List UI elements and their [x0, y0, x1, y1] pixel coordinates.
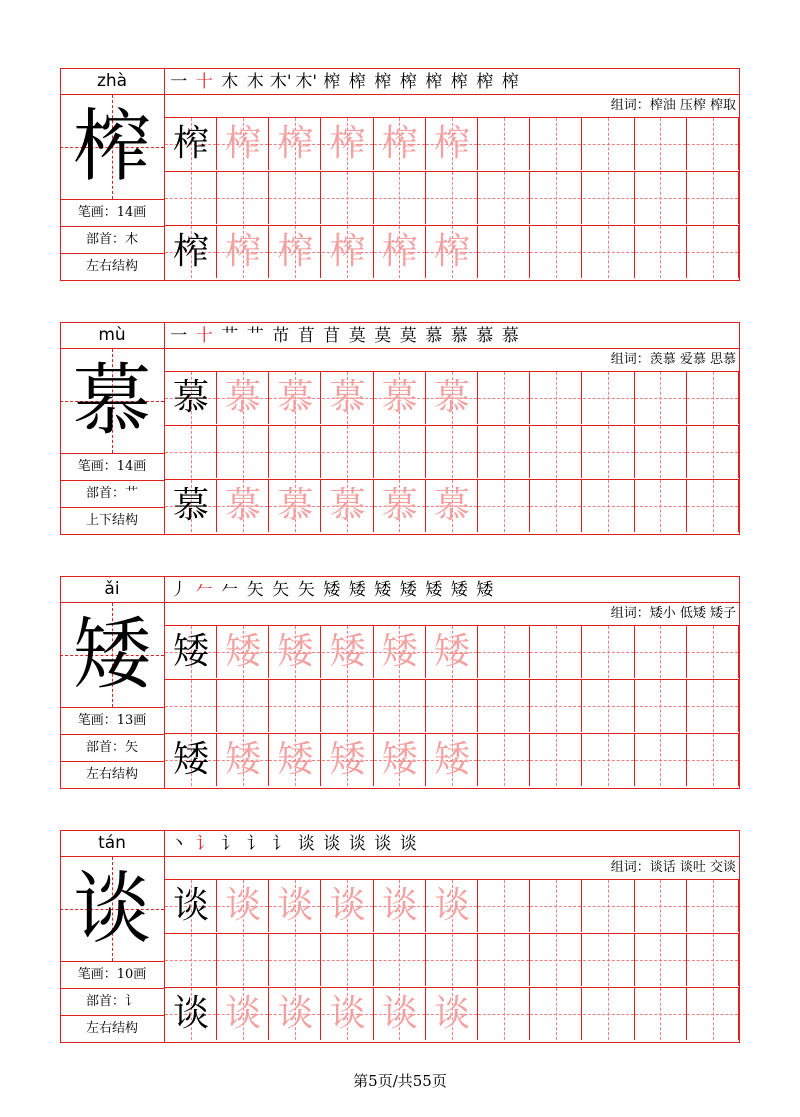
grid-cell [269, 226, 321, 278]
stroke-step: 榨 [374, 72, 392, 92]
radical [60, 988, 165, 1015]
grid-cell [165, 480, 217, 532]
practice-char: 谈 [172, 885, 209, 926]
trace-char: 矮 [433, 631, 470, 672]
stroke-count [60, 707, 165, 734]
grid-cell [635, 372, 687, 424]
words-value: 矮小 低矮 矮子 [649, 606, 736, 621]
model-character-glyph: 谈 [72, 864, 151, 954]
stroke-count-label: 笔画： [77, 967, 117, 982]
grid-cell [530, 118, 582, 170]
stroke-step: 谈 [297, 834, 315, 854]
grid-cell [478, 880, 530, 932]
grid-cell [165, 988, 217, 1040]
grid-cell [478, 626, 530, 678]
grid-cell [478, 988, 530, 1040]
grid-cell [165, 226, 217, 278]
words-label: 组词： [610, 98, 650, 113]
grid-cell [687, 172, 739, 224]
radical-value: 矢 [125, 740, 139, 755]
trace-char: 谈 [381, 885, 418, 926]
stroke-step: 矮 [348, 580, 366, 600]
practice-grid [165, 880, 739, 1042]
model-character-glyph: 榨 [72, 102, 151, 192]
trace-char: 谈 [277, 993, 314, 1034]
trace-char: 慕 [277, 377, 314, 418]
stroke-step: 艹 [246, 326, 264, 346]
grid-cell [478, 426, 530, 478]
grid-cell [217, 118, 269, 170]
grid-cell [478, 680, 530, 732]
trace-char: 榨 [329, 123, 366, 164]
grid-cell [687, 226, 739, 278]
grid-cell [478, 372, 530, 424]
stroke-step: 榨 [399, 72, 417, 92]
stroke-count-value: 10画 [116, 967, 147, 982]
stroke-step: 矢 [297, 580, 315, 600]
stroke-step: 谈 [323, 834, 341, 854]
grid-cell [322, 118, 374, 170]
grid-cell [426, 934, 478, 986]
grid-cell [269, 680, 321, 732]
stroke-step: 𠂉 [221, 580, 239, 600]
words-value: 谈话 谈吐 交谈 [649, 860, 736, 875]
stroke-step: 丶 [170, 834, 188, 854]
grid-cell [530, 480, 582, 532]
practice-char: 榨 [172, 123, 209, 164]
practice-char: 慕 [172, 377, 209, 418]
stroke-step: 榨 [323, 72, 341, 92]
words-label: 组词： [610, 860, 650, 875]
trace-char: 榨 [277, 231, 314, 272]
trace-char: 矮 [381, 739, 418, 780]
grid-cell [217, 880, 269, 932]
trace-char: 谈 [225, 993, 262, 1034]
grid-cell [583, 680, 635, 732]
grid-cell [426, 734, 478, 786]
practice-char: 榨 [172, 231, 209, 272]
stroke-step: 莫 [348, 326, 366, 346]
stroke-step: 榨 [476, 72, 494, 92]
grid-cell [687, 734, 739, 786]
stroke-step: 艹 [221, 326, 239, 346]
grid-cell [322, 680, 374, 732]
stroke-count-label: 笔画： [77, 459, 117, 474]
character-card [60, 68, 740, 281]
pinyin: zhà [60, 68, 165, 95]
radical-value: 艹 [125, 486, 139, 501]
grid-cell [635, 426, 687, 478]
grid-cell [165, 626, 217, 678]
trace-char: 谈 [277, 885, 314, 926]
grid-cell [374, 934, 426, 986]
stroke-step: 木 [246, 72, 264, 92]
grid-cell [374, 880, 426, 932]
grid-cell [322, 172, 374, 224]
grid-cell [322, 988, 374, 1040]
trace-char: 榨 [381, 123, 418, 164]
grid-cell [269, 626, 321, 678]
trace-char: 慕 [277, 485, 314, 526]
grid-cell [217, 226, 269, 278]
model-character [60, 857, 165, 961]
structure: 左右结构 [60, 253, 165, 280]
trace-char: 慕 [433, 485, 470, 526]
grid-cell [374, 626, 426, 678]
words-value: 羡慕 爱慕 思慕 [649, 352, 736, 367]
trace-char: 榨 [277, 123, 314, 164]
grid-cell [426, 426, 478, 478]
stroke-step: 讠 [221, 834, 239, 854]
stroke-order [166, 68, 523, 94]
grid-cell [635, 480, 687, 532]
trace-char: 矮 [225, 631, 262, 672]
grid-cell [635, 226, 687, 278]
grid-cell [583, 988, 635, 1040]
grid-cell [635, 734, 687, 786]
stroke-step: 榨 [450, 72, 468, 92]
trace-char: 谈 [381, 993, 418, 1034]
radical [60, 734, 165, 761]
stroke-step: 木' [295, 72, 318, 92]
stroke-step: 十 [195, 72, 213, 92]
trace-char: 慕 [329, 377, 366, 418]
structure: 上下结构 [60, 507, 165, 534]
structure: 左右结构 [60, 761, 165, 788]
word-examples [611, 857, 736, 879]
grid-cell [530, 680, 582, 732]
trace-char: 榨 [433, 231, 470, 272]
trace-char: 谈 [225, 885, 262, 926]
model-character-glyph: 矮 [72, 610, 151, 700]
grid-cell [374, 480, 426, 532]
word-examples [611, 349, 736, 371]
stroke-step: 木 [221, 72, 239, 92]
words-value: 榨油 压榨 榨取 [649, 98, 736, 113]
grid-cell [217, 426, 269, 478]
character-card [60, 322, 740, 535]
radical-label: 部首： [85, 232, 125, 247]
character-card [60, 830, 740, 1043]
trace-char: 慕 [433, 377, 470, 418]
trace-char: 矮 [225, 739, 262, 780]
stroke-step: 一 [170, 72, 188, 92]
grid-cell [478, 172, 530, 224]
grid-cell [478, 226, 530, 278]
grid-cell [217, 934, 269, 986]
stroke-step: 莫 [399, 326, 417, 346]
grid-cell [322, 480, 374, 532]
grid-cell [322, 626, 374, 678]
stroke-step: 谈 [374, 834, 392, 854]
grid-cell [269, 480, 321, 532]
stroke-step: 榨 [501, 72, 519, 92]
trace-char: 榨 [225, 231, 262, 272]
pinyin: tán [60, 830, 165, 857]
grid-cell [530, 934, 582, 986]
practice-grid [165, 118, 739, 280]
grid-cell [426, 372, 478, 424]
stroke-step: 谈 [348, 834, 366, 854]
grid-cell [426, 226, 478, 278]
grid-cell [165, 934, 217, 986]
radical [60, 480, 165, 507]
grid-cell [530, 426, 582, 478]
grid-cell [426, 172, 478, 224]
grid-cell [530, 734, 582, 786]
stroke-order [166, 576, 498, 602]
grid-cell [269, 172, 321, 224]
structure: 左右结构 [60, 1015, 165, 1042]
stroke-count-value: 14画 [116, 459, 147, 474]
grid-cell [687, 426, 739, 478]
stroke-step: 苜 [297, 326, 315, 346]
stroke-count-label: 笔画： [77, 205, 117, 220]
grid-cell [478, 734, 530, 786]
grid-cell [374, 734, 426, 786]
stroke-step: 苜 [323, 326, 341, 346]
model-character-glyph: 慕 [72, 356, 151, 446]
grid-cell [583, 880, 635, 932]
grid-cell [635, 118, 687, 170]
grid-cell [217, 988, 269, 1040]
stroke-step: 讠 [272, 834, 290, 854]
grid-cell [165, 680, 217, 732]
trace-char: 慕 [329, 485, 366, 526]
grid-cell [426, 626, 478, 678]
stroke-order [166, 322, 523, 348]
grid-cell [687, 372, 739, 424]
grid-cell [426, 480, 478, 532]
grid-cell [687, 880, 739, 932]
grid-cell [583, 172, 635, 224]
stroke-step: 慕 [501, 326, 519, 346]
grid-cell [322, 226, 374, 278]
grid-cell [374, 118, 426, 170]
grid-cell [374, 226, 426, 278]
stroke-step: 谈 [399, 834, 417, 854]
grid-cell [217, 734, 269, 786]
grid-cell [269, 118, 321, 170]
grid-cell [426, 988, 478, 1040]
grid-cell [426, 680, 478, 732]
stroke-step: 丿 [170, 580, 188, 600]
stroke-step: 慕 [425, 326, 443, 346]
grid-cell [478, 118, 530, 170]
grid-cell [583, 118, 635, 170]
word-examples [611, 95, 736, 117]
trace-char: 矮 [381, 631, 418, 672]
stroke-step: 莫 [374, 326, 392, 346]
grid-cell [269, 426, 321, 478]
practice-char: 矮 [172, 631, 209, 672]
grid-cell [583, 226, 635, 278]
stroke-step: 榨 [348, 72, 366, 92]
stroke-step: 矮 [476, 580, 494, 600]
grid-cell [530, 372, 582, 424]
radical-label: 部首： [85, 486, 125, 501]
stroke-step: 一 [170, 326, 188, 346]
stroke-step: 木' [269, 72, 292, 92]
radical-value: 讠 [125, 994, 139, 1009]
stroke-step: 𠂉 [195, 580, 213, 600]
stroke-step: 矮 [374, 580, 392, 600]
trace-char: 慕 [381, 485, 418, 526]
grid-cell [687, 988, 739, 1040]
trace-char: 谈 [329, 885, 366, 926]
grid-cell [217, 480, 269, 532]
grid-cell [269, 880, 321, 932]
stroke-order [166, 830, 421, 856]
grid-cell [583, 480, 635, 532]
pinyin: mù [60, 322, 165, 349]
grid-cell [374, 372, 426, 424]
grid-cell [426, 880, 478, 932]
practice-grid [165, 626, 739, 788]
stroke-step: 榨 [425, 72, 443, 92]
grid-cell [165, 426, 217, 478]
stroke-step: 芇 [272, 326, 290, 346]
grid-cell [530, 880, 582, 932]
grid-cell [322, 734, 374, 786]
radical-label: 部首： [85, 740, 125, 755]
grid-cell [374, 680, 426, 732]
stroke-step: 矮 [399, 580, 417, 600]
grid-cell [269, 988, 321, 1040]
words-label: 组词： [610, 352, 650, 367]
grid-cell [635, 680, 687, 732]
stroke-count [60, 453, 165, 480]
grid-cell [165, 118, 217, 170]
trace-char: 谈 [433, 993, 470, 1034]
stroke-count-label: 笔画： [77, 713, 117, 728]
model-character [60, 603, 165, 707]
stroke-count-value: 14画 [116, 205, 147, 220]
trace-char: 榨 [225, 123, 262, 164]
grid-cell [635, 880, 687, 932]
grid-cell [478, 480, 530, 532]
grid-cell [583, 372, 635, 424]
stroke-step: 矮 [425, 580, 443, 600]
stroke-step: 十 [195, 326, 213, 346]
grid-cell [269, 734, 321, 786]
grid-cell [583, 734, 635, 786]
stroke-step: 讠 [195, 834, 213, 854]
grid-cell [687, 934, 739, 986]
stroke-step: 矢 [246, 580, 264, 600]
grid-cell [635, 934, 687, 986]
grid-cell [583, 934, 635, 986]
grid-cell [583, 626, 635, 678]
model-character [60, 95, 165, 199]
grid-cell [322, 426, 374, 478]
trace-char: 慕 [225, 485, 262, 526]
radical [60, 226, 165, 253]
grid-cell [687, 480, 739, 532]
grid-cell [217, 626, 269, 678]
stroke-step: 矢 [272, 580, 290, 600]
word-examples [611, 603, 736, 625]
radical-value: 木 [125, 232, 139, 247]
grid-cell [322, 372, 374, 424]
words-label: 组词： [610, 606, 650, 621]
trace-char: 矮 [277, 631, 314, 672]
stroke-step: 矮 [450, 580, 468, 600]
trace-char: 矮 [433, 739, 470, 780]
grid-cell [217, 372, 269, 424]
grid-cell [217, 680, 269, 732]
trace-char: 慕 [381, 377, 418, 418]
grid-cell [687, 680, 739, 732]
stroke-step: 矮 [323, 580, 341, 600]
grid-cell [374, 988, 426, 1040]
stroke-count [60, 199, 165, 226]
trace-char: 谈 [433, 885, 470, 926]
grid-cell [687, 118, 739, 170]
grid-cell [374, 426, 426, 478]
trace-char: 榨 [381, 231, 418, 272]
pinyin: ǎi [60, 576, 165, 603]
grid-cell [165, 172, 217, 224]
trace-char: 矮 [277, 739, 314, 780]
grid-cell [269, 372, 321, 424]
stroke-step: 讠 [246, 834, 264, 854]
grid-cell [165, 880, 217, 932]
grid-cell [530, 172, 582, 224]
practice-grid [165, 372, 739, 534]
stroke-count [60, 961, 165, 988]
practice-char: 矮 [172, 739, 209, 780]
grid-cell [165, 734, 217, 786]
stroke-count-value: 13画 [116, 713, 147, 728]
trace-char: 矮 [329, 739, 366, 780]
page-number: 第5页/共55页 [353, 1072, 447, 1090]
trace-char: 谈 [329, 993, 366, 1034]
trace-char: 榨 [329, 231, 366, 272]
radical-label: 部首： [85, 994, 125, 1009]
grid-cell [583, 426, 635, 478]
practice-char: 慕 [172, 485, 209, 526]
grid-cell [322, 934, 374, 986]
grid-cell [635, 626, 687, 678]
grid-cell [530, 226, 582, 278]
grid-cell [374, 172, 426, 224]
grid-cell [478, 934, 530, 986]
practice-char: 谈 [172, 993, 209, 1034]
grid-cell [530, 988, 582, 1040]
grid-cell [635, 172, 687, 224]
grid-cell [530, 626, 582, 678]
grid-cell [165, 372, 217, 424]
trace-char: 矮 [329, 631, 366, 672]
stroke-step: 慕 [476, 326, 494, 346]
model-character [60, 349, 165, 453]
character-card [60, 576, 740, 789]
trace-char: 榨 [433, 123, 470, 164]
grid-cell [687, 626, 739, 678]
grid-cell [217, 172, 269, 224]
trace-char: 慕 [225, 377, 262, 418]
grid-cell [322, 880, 374, 932]
stroke-step: 慕 [450, 326, 468, 346]
grid-cell [426, 118, 478, 170]
grid-cell [269, 934, 321, 986]
grid-cell [635, 988, 687, 1040]
